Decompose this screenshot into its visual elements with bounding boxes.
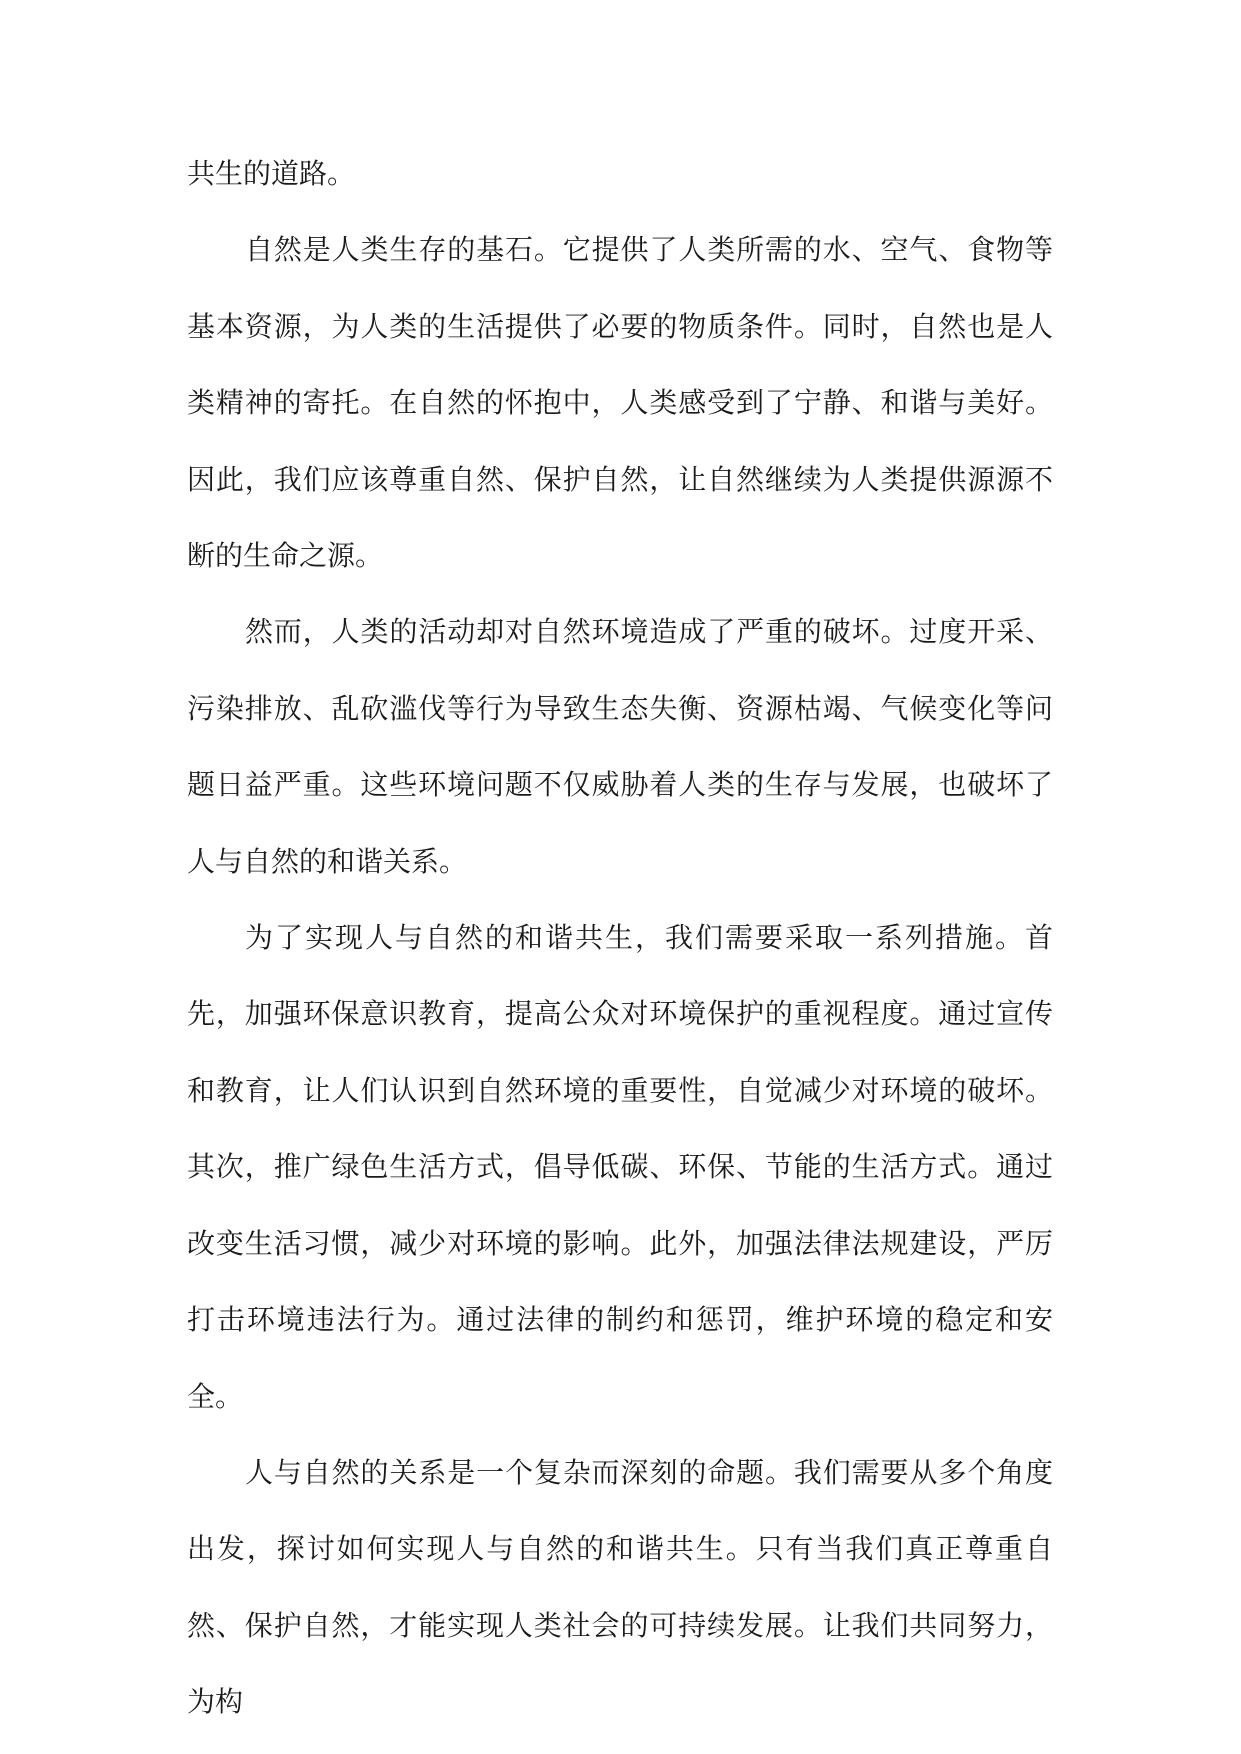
document-body bbox=[187, 136, 1053, 1741]
paragraph-nature-foundation: 自然是人类生存的基石。它提供了人类所需的水、空气、食物等基本资源，为人类的生活提供了必要的物质条件。同时，自然也是人类精神的寄托。在自然的怀抱中，人类感受到了宁静、和谐与美好。因此，我们应该尊重自然、保护自然，让自然继续为人类提供源源不断的生命之源。 bbox=[187, 233, 1053, 573]
paragraph-continuation: 共生的道路。 bbox=[187, 157, 356, 190]
paragraph-environmental-damage: 然而，人类的活动却对自然环境造成了严重的破坏。过度开采、污染排放、乱砍滥伐等行为导致生态失衡、资源枯竭、气候变化等问题日益严重。这些环境问题不仅威胁着人类的生存与发展，也破坏了人与自然的和谐关系。 bbox=[187, 615, 1053, 878]
paragraph-measures: 为了实现人与自然的和谐共生，我们需要采取一系列措施。首先，加强环保意识教育，提高公众对环境保护的重视程度。通过宣传和教育，让人们认识到自然环境的重要性，自觉减少对环境的破坏。其次，推广绿色生活方式，倡导低碳、环保、节能的生活方式。通过改变生活习惯，减少对环境的影响。此外，加强法律法规建设，严厉打击环境违法行为。通过法律的制约和惩罚，维护环境的稳定和安全。 bbox=[187, 921, 1053, 1413]
paragraph-conclusion: 人与自然的关系是一个复杂而深刻的命题。我们需要从多个角度出发，探讨如何实现人与自然的和谐共生。只有当我们真正尊重自然、保护自然，才能实现人类社会的可持续发展。让我们共同努力，为构 bbox=[187, 1455, 1053, 1719]
